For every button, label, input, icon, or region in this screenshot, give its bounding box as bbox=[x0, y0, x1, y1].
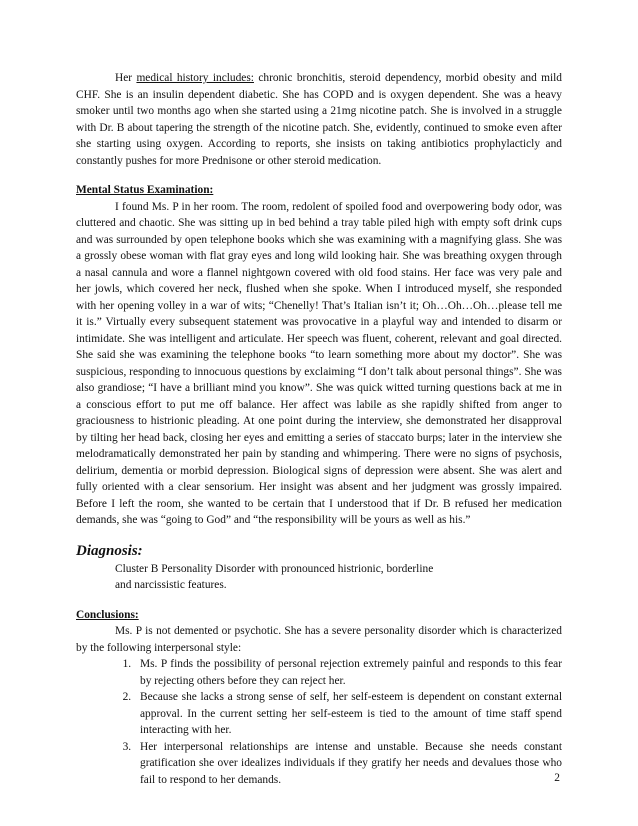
document-page bbox=[76, 70, 562, 788]
history-lead: Her bbox=[115, 72, 137, 84]
diagnosis-line-1: Cluster B Personality Disorder with pronounced histrionic, borderline bbox=[115, 562, 434, 575]
history-text: chronic bronchitis, steroid dependency, morbid obesity and mild CHF. She is an insulin dependent diabetic. She has COPD and is oxygen dependent. She was a heavy smoker until two months ago when she started using a 21mg nicotine patch. She is involved in a struggle with Dr. B about tapering the strength of the nicotine patch. She, evidently, continued to smoke even after she starting using oxygen. According to reports, she insists on taking antibiotics prophylacticly and constantly pushes for more Prednisone or other steroid medication. bbox=[76, 72, 562, 167]
diagnosis-line-2: and narcissistic features. bbox=[115, 579, 227, 591]
diagnosis-heading: Diagnosis: bbox=[76, 542, 143, 559]
page-number: 2 bbox=[554, 772, 560, 784]
conclusions-heading: Conclusions: bbox=[76, 608, 139, 621]
diagnosis-body bbox=[76, 561, 562, 594]
conclusion-item: 3. Her interpersonal relationships are intense and unstable. Because she needs constant gratification she over idealizes individuals if they gratify her needs and devalues those who fail to respond to her demands. bbox=[134, 739, 562, 789]
conclusions-list bbox=[76, 656, 562, 788]
conclusion-item: 2. Because she lacks a strong sense of self, her self-esteem is dependent on constant external approval. In the current setting her self-esteem is tied to the amount of time staff spend interacting with her. bbox=[134, 689, 562, 739]
medical-history-paragraph bbox=[76, 70, 562, 169]
conclusion-item: 1. Ms. P finds the possibility of personal rejection extremely painful and responds to this fear by rejecting others before they can reject her. bbox=[134, 656, 562, 689]
conclusions-intro: Ms. P is not demented or psychotic. She has a severe personality disorder which is characterized by the following interpersonal style: bbox=[76, 625, 562, 654]
mse-heading: Mental Status Examination: bbox=[76, 184, 214, 196]
mse-paragraph: I found Ms. P in her room. The room, redolent of spoiled food and overpowering body odor, was cluttered and chaotic. She was sitting up in bed behind a tray table piled high with empty soft drink cups and was surrounded by open telephone books which she was examining with a magnifying glass. She was a grossly obese woman with flat gray eyes and long wild looking hair. She was breathing oxygen through a nasal cannula and wore a flannel nightgown covered with old food stains. Her face was very pale and her jowls, which covered her neck, flushed when she spoke. When I introduced myself, she responded with her opening volley in a war of wits; “Chenelly! That’s Italian isn’t it; Oh…Oh…Oh…please tell me it is.” Virtually every subsequent statement was provocative in a playful way and intended to disarm or intimidate. She was intelligent and articulate. Her speech was fluent, coherent, relevant and goal directed. She said she was examining the telephone books “to learn something more about my doctor”. She was suspicious, responding to innocuous questions by exclaiming “I don’t talk about personal things”. She was also grandiose; “I have a brilliant mind you know”. She was quick witted turning questions back at me in a conscious effort to put me off balance. Her affect was labile as she rapidly shifted from anger to graciousness to histrionic pleading. At one point during the interview, she demonstrated her disapproval by tilting her head back, closing her eyes and emitting a series of staccato burps; later in the interview she melodramatically demonstrated her pain by standing and whimpering. There were no signs of psychosis, delirium, dementia or morbid depression. Biological signs of depression were absent. She was alert and fully oriented with a clear sensorium. Her insight was absent and her judgment was grossly impaired. Before I left the room, she wanted to be certain that I understood that if Dr. B refused her medication demands, she was “going to God” and “the responsibility will be yours as well as his.” bbox=[76, 200, 562, 526]
history-underlined-label: medical history includes: bbox=[136, 72, 254, 84]
